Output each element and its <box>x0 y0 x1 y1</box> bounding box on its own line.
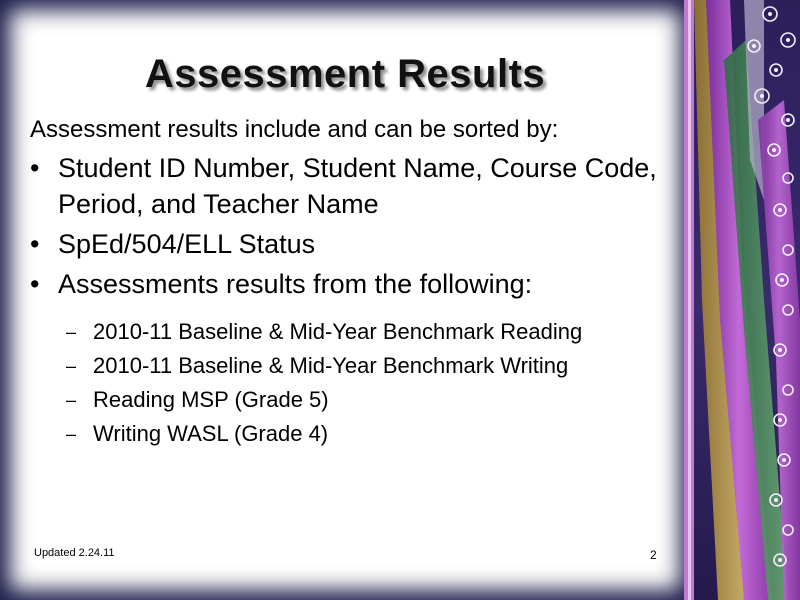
dash-icon: – <box>66 424 77 444</box>
dash-icon: – <box>66 322 77 342</box>
decorative-kimono-pattern <box>684 0 800 600</box>
sub-bullet-text: Writing WASL (Grade 4) <box>93 421 329 446</box>
dash-icon: – <box>66 390 77 410</box>
page-number: 2 <box>650 548 657 562</box>
bullet-text: SpEd/504/ELL Status <box>58 229 316 259</box>
bullet-icon: • <box>30 269 40 299</box>
bullet-list <box>30 150 670 302</box>
sub-bullet-list <box>66 315 582 451</box>
bullet-text: Assessments results from the following: <box>58 269 533 299</box>
sub-bullet-text: 2010-11 Baseline & Mid-Year Benchmark Writing <box>93 353 569 378</box>
bullet-item <box>30 266 670 302</box>
sub-bullet-item <box>66 315 582 349</box>
slide-title: Assessment Results <box>144 52 546 96</box>
bullet-icon: • <box>30 229 40 259</box>
bullet-item <box>30 226 670 262</box>
bullet-icon: • <box>30 153 40 183</box>
sub-bullet-item <box>66 383 582 417</box>
sub-bullet-item <box>66 417 582 451</box>
sub-bullet-text: Reading MSP (Grade 5) <box>93 387 329 412</box>
bullet-text: Student ID Number, Student Name, Course Code, Period, and Teacher Name <box>58 153 657 219</box>
dash-icon: – <box>66 356 77 376</box>
sub-bullet-item <box>66 349 582 383</box>
bullet-item <box>30 150 670 222</box>
footer-updated-date: Updated 2.24.11 <box>34 547 115 559</box>
intro-text: Assessment results include and can be sorted by: <box>30 116 559 143</box>
sub-bullet-text: 2010-11 Baseline & Mid-Year Benchmark Reading <box>93 319 583 344</box>
